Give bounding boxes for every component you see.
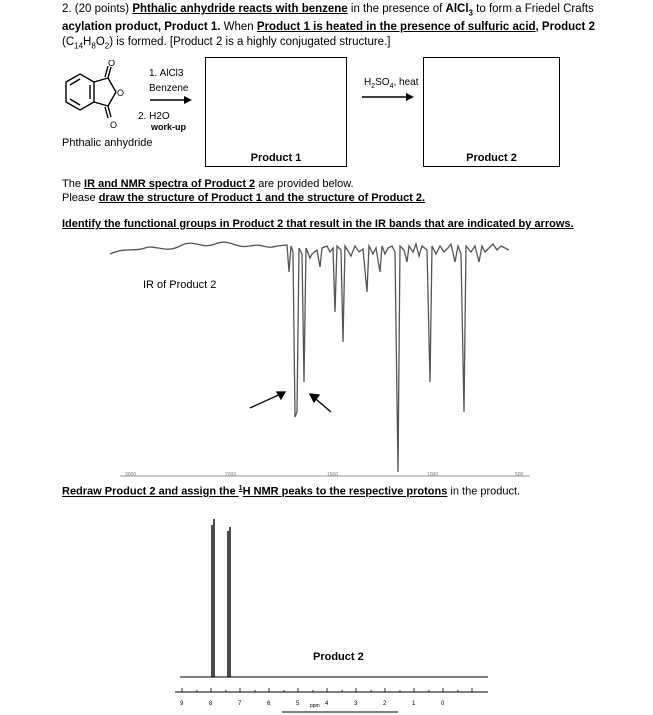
step2-workup: work-up: [151, 122, 186, 132]
nmr-tick-6: 6: [267, 701, 271, 707]
instruction-line-3: Identify the functional groups in Product 2 that result in the IR bands that are indicated by arrows.: [62, 218, 574, 230]
instruction-line-2: Please draw the structure of Product 1 and the structure of Product 2.: [62, 192, 426, 204]
ir-tick-500: 500: [515, 472, 524, 478]
nmr-tick-1: 1: [412, 701, 416, 707]
nmr-tick-7: 7: [238, 701, 242, 707]
nmr-tick-0: 0: [441, 701, 445, 707]
question-points: (20 points): [74, 3, 130, 15]
reactant-name: Phthalic anhydride: [62, 137, 153, 149]
reaction-arrow-2: [362, 92, 414, 102]
ir-spectrum: [105, 232, 540, 484]
product-1-label: Product 1: [250, 152, 302, 164]
question-number: 2.: [62, 3, 72, 15]
nmr-tick-9: 9: [180, 701, 184, 707]
carbonyl-oxygen-top: O: [108, 60, 116, 68]
product-2-box[interactable]: [423, 57, 560, 167]
nmr-axis-ticks: [182, 688, 472, 692]
instruction-line-4: Redraw Product 2 and assign the $^1$H NMR peaks to the respective protons in the product.: [62, 485, 521, 498]
step1-solvent: Benzene: [149, 83, 189, 94]
ir-tick-2000: 2000: [225, 472, 237, 478]
ir-arrows: [250, 392, 331, 412]
question-text: 2. (20 points) Phthalic anhydride reacts with benzene in the presence of AlCl$_3$ to form a Friedel Crafts acylation product, Product 1. When Product 1 is heated in the presence of sulfuric acid, Product 2 $(C_{14}H_8O_2)$ is formed. [Product 2 is a highly conjugated structure.]: [62, 3, 595, 51]
nmr-label: Product 2: [313, 651, 364, 663]
ir-title: IR of Product 2: [143, 279, 217, 291]
ir-tick-1500: 1500: [327, 472, 339, 478]
step1-reagent: 1. AlCl3: [149, 68, 184, 79]
nmr-tick-5: 5: [296, 701, 300, 707]
ir-tick-1000: 1000: [427, 472, 439, 478]
ir-tick-3000: 3000: [125, 472, 137, 478]
step2-reagent: 2. H2O: [138, 111, 170, 122]
nmr-tick-2: 2: [383, 701, 387, 707]
nmr-spectrum: [170, 505, 500, 715]
nmr-tick-8: 8: [209, 701, 213, 707]
reaction-arrow-1: [150, 95, 192, 105]
nmr-tick-3: 3: [354, 701, 358, 707]
nmr-peaks: [212, 519, 230, 677]
product-2-label: Product 2: [466, 152, 517, 164]
phthalic-anhydride-structure: [56, 60, 136, 140]
ir-trace: [110, 242, 509, 472]
carbonyl-oxygen-bottom: O: [110, 120, 118, 130]
step3-reagent: $H_2SO_4$, heat: [364, 77, 419, 90]
nmr-unit: ppm: [310, 703, 320, 709]
nmr-tick-4: 4: [325, 701, 329, 707]
instruction-line-1: The IR and NMR spectra of Product 2 are provided below.: [62, 178, 354, 190]
ring-oxygen: O: [117, 88, 125, 98]
product-1-box[interactable]: [205, 57, 347, 167]
